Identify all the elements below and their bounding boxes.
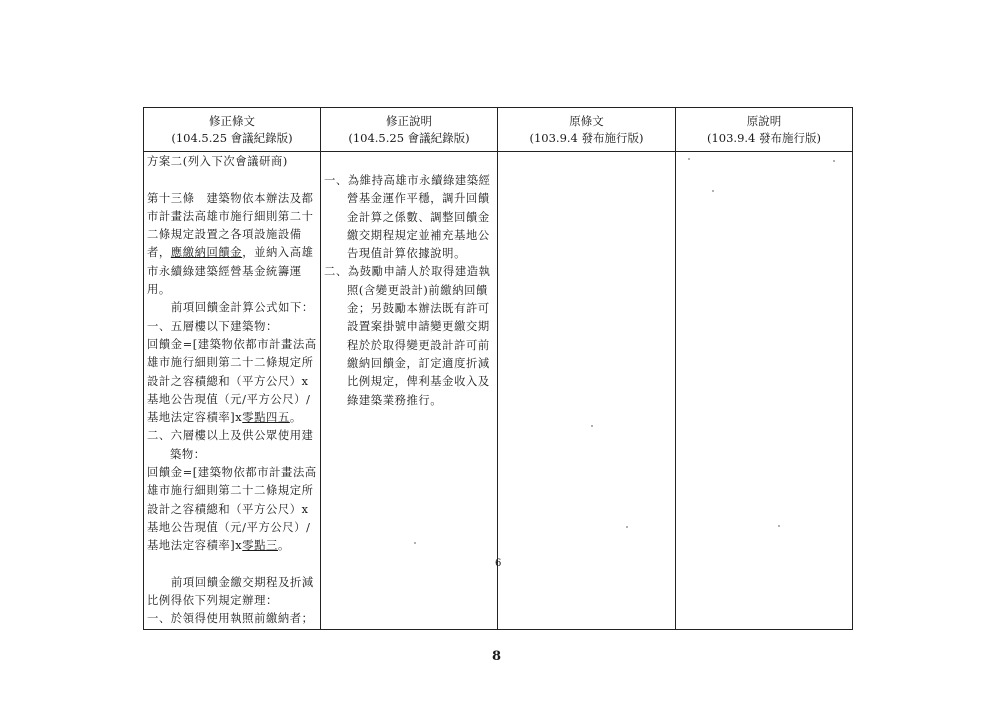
formula-line: 基地公告現值（元/平方公尺）/ xyxy=(147,520,311,534)
scan-speck xyxy=(591,425,593,427)
list-item: 一、於領得使用執照前繳納者； xyxy=(147,612,314,626)
table-header-row xyxy=(144,108,853,152)
explanation-line: 程於於取得變更設計許可前 xyxy=(347,338,490,352)
formula-line: 回饋金=[建築物依都市計畫法高 xyxy=(147,337,317,351)
explanation-line: 比例規定，俾利基金收入及 xyxy=(347,375,490,389)
explanation-line: 繳交期程規定並補充基地公 xyxy=(347,228,490,242)
formula-line xyxy=(147,409,317,427)
explanation-line: 二、為鼓勵申請人於取得建造執 xyxy=(324,265,491,279)
header-amended-article xyxy=(144,108,321,152)
scan-speck xyxy=(712,190,714,192)
original-article-cell xyxy=(498,152,676,630)
underlined-amendment: 零點三 xyxy=(242,539,278,553)
header-title: 原條文 xyxy=(569,114,604,128)
explanation-line: 告現值計算依據說明。 xyxy=(347,247,466,261)
explanation-line: 照(含變更設計)前繳納回饋 xyxy=(347,283,488,297)
calc-intro: 前項回饋金計算公式如下： xyxy=(171,301,314,315)
underlined-amendment: 零點四五 xyxy=(242,411,290,425)
explanation-line: 綠建築業務推行。 xyxy=(347,393,443,407)
explanation-line: 一、為維持高雄市永續綠建築經 xyxy=(324,174,491,187)
formula-line: 雄市施行細則第二十二條規定所 xyxy=(147,356,314,370)
header-subtitle: (104.5.25 會議紀錄版) xyxy=(348,131,470,145)
article-text-line: 市計畫法高雄市施行細則第二十 xyxy=(147,209,314,223)
header-title: 原說明 xyxy=(746,114,782,128)
article-text-line: 市永續綠建築經營基金統籌運 xyxy=(147,264,302,278)
header-title: 修正條文 xyxy=(209,114,255,128)
text-segment: 。 xyxy=(277,539,290,553)
header-subtitle: (103.9.4 發布施行版) xyxy=(706,131,822,145)
article-text-line: 二條規定設置之各項設施設備 xyxy=(147,228,302,242)
header-subtitle: (103.9.4 發布施行版) xyxy=(529,131,644,145)
text-segment: 基地法定容積率]x xyxy=(147,539,243,553)
explanation-line: 金計算之係數、調整回饋金 xyxy=(347,210,490,224)
schedule-intro-continued: 比例得依下列規定辦理： xyxy=(147,594,278,608)
option-note: 方案二(列入下次會議研商) xyxy=(147,155,288,168)
text-segment: 。 xyxy=(289,411,302,425)
explanation-line: 繳納回饋金，訂定適度折減 xyxy=(347,356,490,370)
text-segment: 基地法定容積率]x xyxy=(147,411,243,425)
scan-speck xyxy=(414,542,416,544)
formula-line: 設計之容積總和（平方公尺）x xyxy=(147,374,309,388)
schedule-intro: 前項回饋金繳交期程及折減 xyxy=(171,575,314,589)
formula-line: 回饋金=[建築物依都市計畫法高 xyxy=(147,466,317,480)
article-text-line: 第十三條 建築物依本辦法及都 xyxy=(147,191,314,205)
spacer xyxy=(147,556,317,574)
amended-article-cell xyxy=(144,152,321,630)
spacer xyxy=(147,171,317,189)
original-explanation-cell xyxy=(676,152,853,630)
list-item: 一、五層樓以下建築物： xyxy=(147,319,278,333)
list-item-continued: 築物： xyxy=(170,447,206,461)
formula-line xyxy=(147,537,317,555)
header-title: 修正說明 xyxy=(386,114,432,128)
explanation-line: 金；另鼓勵本辦法既有許可 xyxy=(347,302,490,316)
text-segment: ，並納入高雄 xyxy=(242,246,314,260)
article-text-line xyxy=(147,244,317,262)
underlined-amendment: 應繳納回饋金 xyxy=(170,246,243,260)
scan-speck xyxy=(688,158,690,160)
scan-speck xyxy=(626,526,628,528)
list-item: 二、六層樓以上及供公眾使用建 xyxy=(147,429,314,443)
header-amendment-explanation xyxy=(321,108,498,152)
formula-line: 基地公告現值（元/平方公尺）/ xyxy=(147,392,311,406)
formula-line: 雄市施行細則第二十二條規定所 xyxy=(147,484,314,498)
explanation-line: 設置案掛號申請變更繳交期 xyxy=(347,320,490,334)
amendment-comparison-table xyxy=(143,107,853,630)
scan-speck xyxy=(833,160,835,162)
page-number: 8 xyxy=(492,649,502,664)
amendment-explanation-cell xyxy=(321,152,498,630)
explanation-line: 營基金運作平穩，調升回饋 xyxy=(347,192,490,206)
header-original-explanation xyxy=(676,108,853,152)
formula-line: 設計之容積總和（平方公尺）x xyxy=(147,502,309,516)
header-subtitle: (104.5.25 會議紀錄版) xyxy=(171,131,293,145)
header-original-article xyxy=(498,108,676,152)
scan-speck xyxy=(778,525,780,527)
text-segment: 者， xyxy=(147,246,171,260)
inner-page-number: 6 xyxy=(495,558,502,569)
article-text-line: 用。 xyxy=(147,283,171,297)
